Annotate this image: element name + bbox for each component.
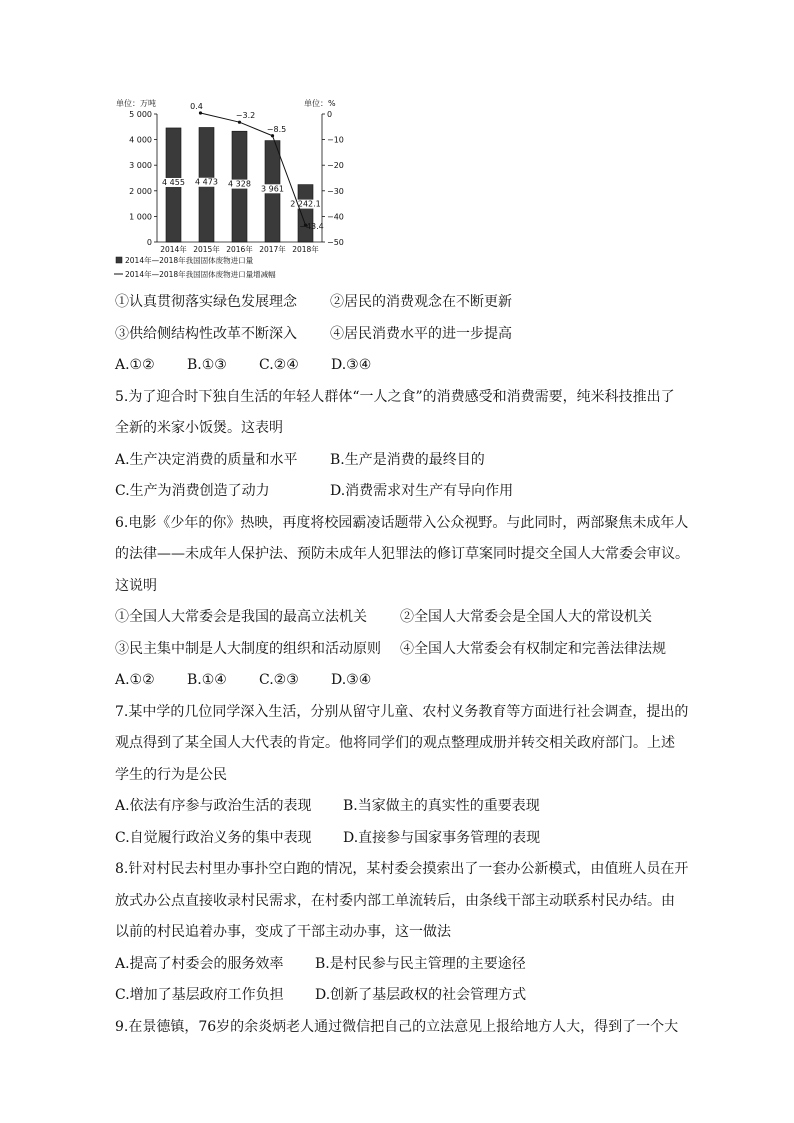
bar-value-label: 3 961 — [261, 184, 284, 194]
q8-stem-2: 放式办公点直接收录村民需求，在村委内部工单流转后，由条线干部主动联系村民办结。由 — [115, 892, 675, 909]
q7-option-d: D.直接参与国家事务管理的表现 — [343, 829, 541, 846]
q5-option-b: B.生产是消费的最终目的 — [330, 451, 485, 468]
left-tick-label: 2 000 — [129, 186, 152, 196]
legend-bar-label: 2014年—2018年我国固体废物进口量 — [125, 256, 254, 265]
q8-stem-1: 8.针对村民去村里办事扑空白跑的情况，某村委会摸索出了一套办公新模式，由值班人员在开 — [115, 861, 689, 877]
q4-options-row-1 — [115, 287, 685, 319]
q6-stem-2: 的法律——未成年人保护法、预防未成年人犯罪法的修订草案同时提交全国人大常委会审议。 — [115, 546, 689, 562]
legend-line-label: 2014年—2018年我国固体废物进口量增减幅 — [125, 270, 276, 279]
legend-bar-swatch — [116, 257, 122, 263]
q6-options-row-2 — [115, 634, 685, 666]
q4-option-2: ②居民的消费观念在不断更新 — [330, 294, 512, 310]
q7-stem-1: 7.某中学的几位同学深入生活，分别从留守儿童、农村义务教育等方面进行社会调查，提出的 — [115, 703, 689, 720]
change-rate-label: 0.4 — [190, 101, 203, 111]
q4-option-1: ①认真贯彻落实绿色发展理念 — [115, 294, 297, 310]
q6-answers — [115, 665, 685, 697]
bar-2018年 — [298, 185, 313, 242]
right-tick-label: −10 — [327, 135, 344, 145]
q9-stem-1: 9.在景德镇，76岁的余炎炳老人通过微信把自己的立法意见上报给地方人大，得到了一个大 — [115, 1018, 679, 1035]
right-tick-label: −20 — [327, 161, 344, 171]
q6-option-2: ②全国人大常委会是全国人大的常设机关 — [400, 609, 652, 625]
right-axis-unit: 单位：% — [304, 99, 336, 108]
q7-option-b: B.当家做主的真实性的重要表现 — [343, 798, 540, 814]
q4-answer-d: D.③④ — [331, 357, 372, 373]
q6-option-4: ④全国人大常委会有权制定和完善法律法规 — [400, 640, 666, 657]
q7-option-a: A.依法有序参与政治生活的表现 — [115, 798, 312, 814]
q8-option-a: A.提高了村委会的服务效率 — [115, 955, 284, 972]
q4-answer-c: C.②④ — [259, 357, 299, 373]
q4-option-4: ④居民消费水平的进一步提高 — [330, 325, 512, 342]
q7-stem-2: 观点得到了某全国人大代表的肯定。他将同学们的观点整理成册并转交相关政府部门。上述 — [115, 735, 675, 751]
q8-option-c: C.增加了基层政府工作负担 — [115, 987, 284, 1003]
q4-answer-b: B.①③ — [187, 357, 227, 373]
left-tick-label: 5 000 — [129, 110, 152, 119]
left-tick-label: 0 — [146, 238, 152, 247]
category-label: 2017年 — [259, 245, 286, 254]
right-tick-label: −50 — [327, 238, 344, 247]
q8-stem-3: 以前的村民追着办事，变成了干部主动办事，这一做法 — [115, 924, 451, 940]
q5-options-row-1 — [115, 445, 685, 477]
q4-options-row-2 — [115, 319, 685, 351]
q8-options-row-1 — [115, 949, 685, 981]
change-rate-point — [199, 111, 202, 114]
left-axis-unit: 单位：万吨 — [116, 99, 156, 108]
right-tick-label: −30 — [327, 186, 344, 196]
q5-option-d: D.消费需求对生产有导向作用 — [330, 483, 514, 499]
q5-stem-2: 全新的米家小饭煲。这表明 — [115, 420, 283, 436]
q5-option-a: A.生产决定消费的质量和水平 — [115, 451, 298, 468]
q4-answers — [115, 350, 685, 382]
change-rate-label: −3.2 — [235, 111, 256, 121]
q6-answer-d: D.③④ — [331, 672, 372, 688]
q6-option-3: ③民主集中制是人大制度的组织和活动原则 — [115, 640, 381, 657]
q6-options-row-1 — [115, 602, 685, 634]
q6-option-1: ①全国人大常委会是我国的最高立法机关 — [115, 609, 367, 625]
q6-answer-b: B.①④ — [187, 672, 227, 688]
q6-answer-c: C.②③ — [259, 672, 299, 688]
left-tick-label: 4 000 — [129, 135, 152, 145]
change-rate-point — [271, 134, 274, 137]
change-rate-label: −43.4 — [299, 222, 324, 232]
right-tick-label: 0 — [327, 110, 333, 119]
bar-value-label: 2 242.1 — [290, 199, 321, 209]
q6-answer-a: A.①② — [115, 672, 155, 688]
q4-answer-a: A.①② — [115, 357, 155, 373]
q7-option-c: C.自觉履行政治义务的集中表现 — [115, 829, 312, 846]
category-label: 2018年 — [292, 245, 319, 254]
right-tick-label: −40 — [327, 212, 344, 222]
q8-option-b: B.是村民参与民主管理的主要途径 — [315, 955, 526, 972]
left-tick-label: 3 000 — [129, 161, 152, 171]
q7-options-row-1 — [115, 791, 685, 823]
bar-value-label: 4 328 — [228, 179, 251, 189]
category-label: 2015年 — [193, 245, 220, 254]
q8-options-row-2 — [115, 980, 685, 1012]
bar-value-label: 4 473 — [195, 177, 218, 187]
q7-options-row-2 — [115, 823, 685, 855]
q6-stem-3: 这说明 — [115, 577, 157, 594]
bar-value-label: 4 455 — [162, 177, 185, 187]
q5-stem-1: 5.为了迎合时下独自生活的年轻人群体“一人之食”的消费感受和消费需要，纯米科技推出了 — [115, 388, 675, 405]
q5-option-c: C.生产为消费创造了动力 — [115, 483, 270, 499]
category-label: 2016年 — [226, 245, 253, 254]
category-label: 2014年 — [160, 245, 187, 254]
q8-option-d: D.创新了基层政权的社会管理方式 — [315, 987, 527, 1003]
solid-waste-import-chart — [110, 92, 360, 282]
q5-options-row-2 — [115, 476, 685, 508]
question-text — [115, 287, 689, 1043]
change-rate-point — [238, 121, 241, 124]
left-tick-label: 1 000 — [129, 212, 152, 222]
q6-stem-1: 6.电影《少年的你》热映，再度将校园霸凌话题带入公众视野。与此同时，两部聚焦未成年人 — [115, 514, 689, 531]
change-rate-label: −8.5 — [266, 124, 287, 134]
q7-stem-3: 学生的行为是公民 — [115, 766, 227, 783]
q4-option-3: ③供给侧结构性改革不断深入 — [115, 325, 297, 342]
